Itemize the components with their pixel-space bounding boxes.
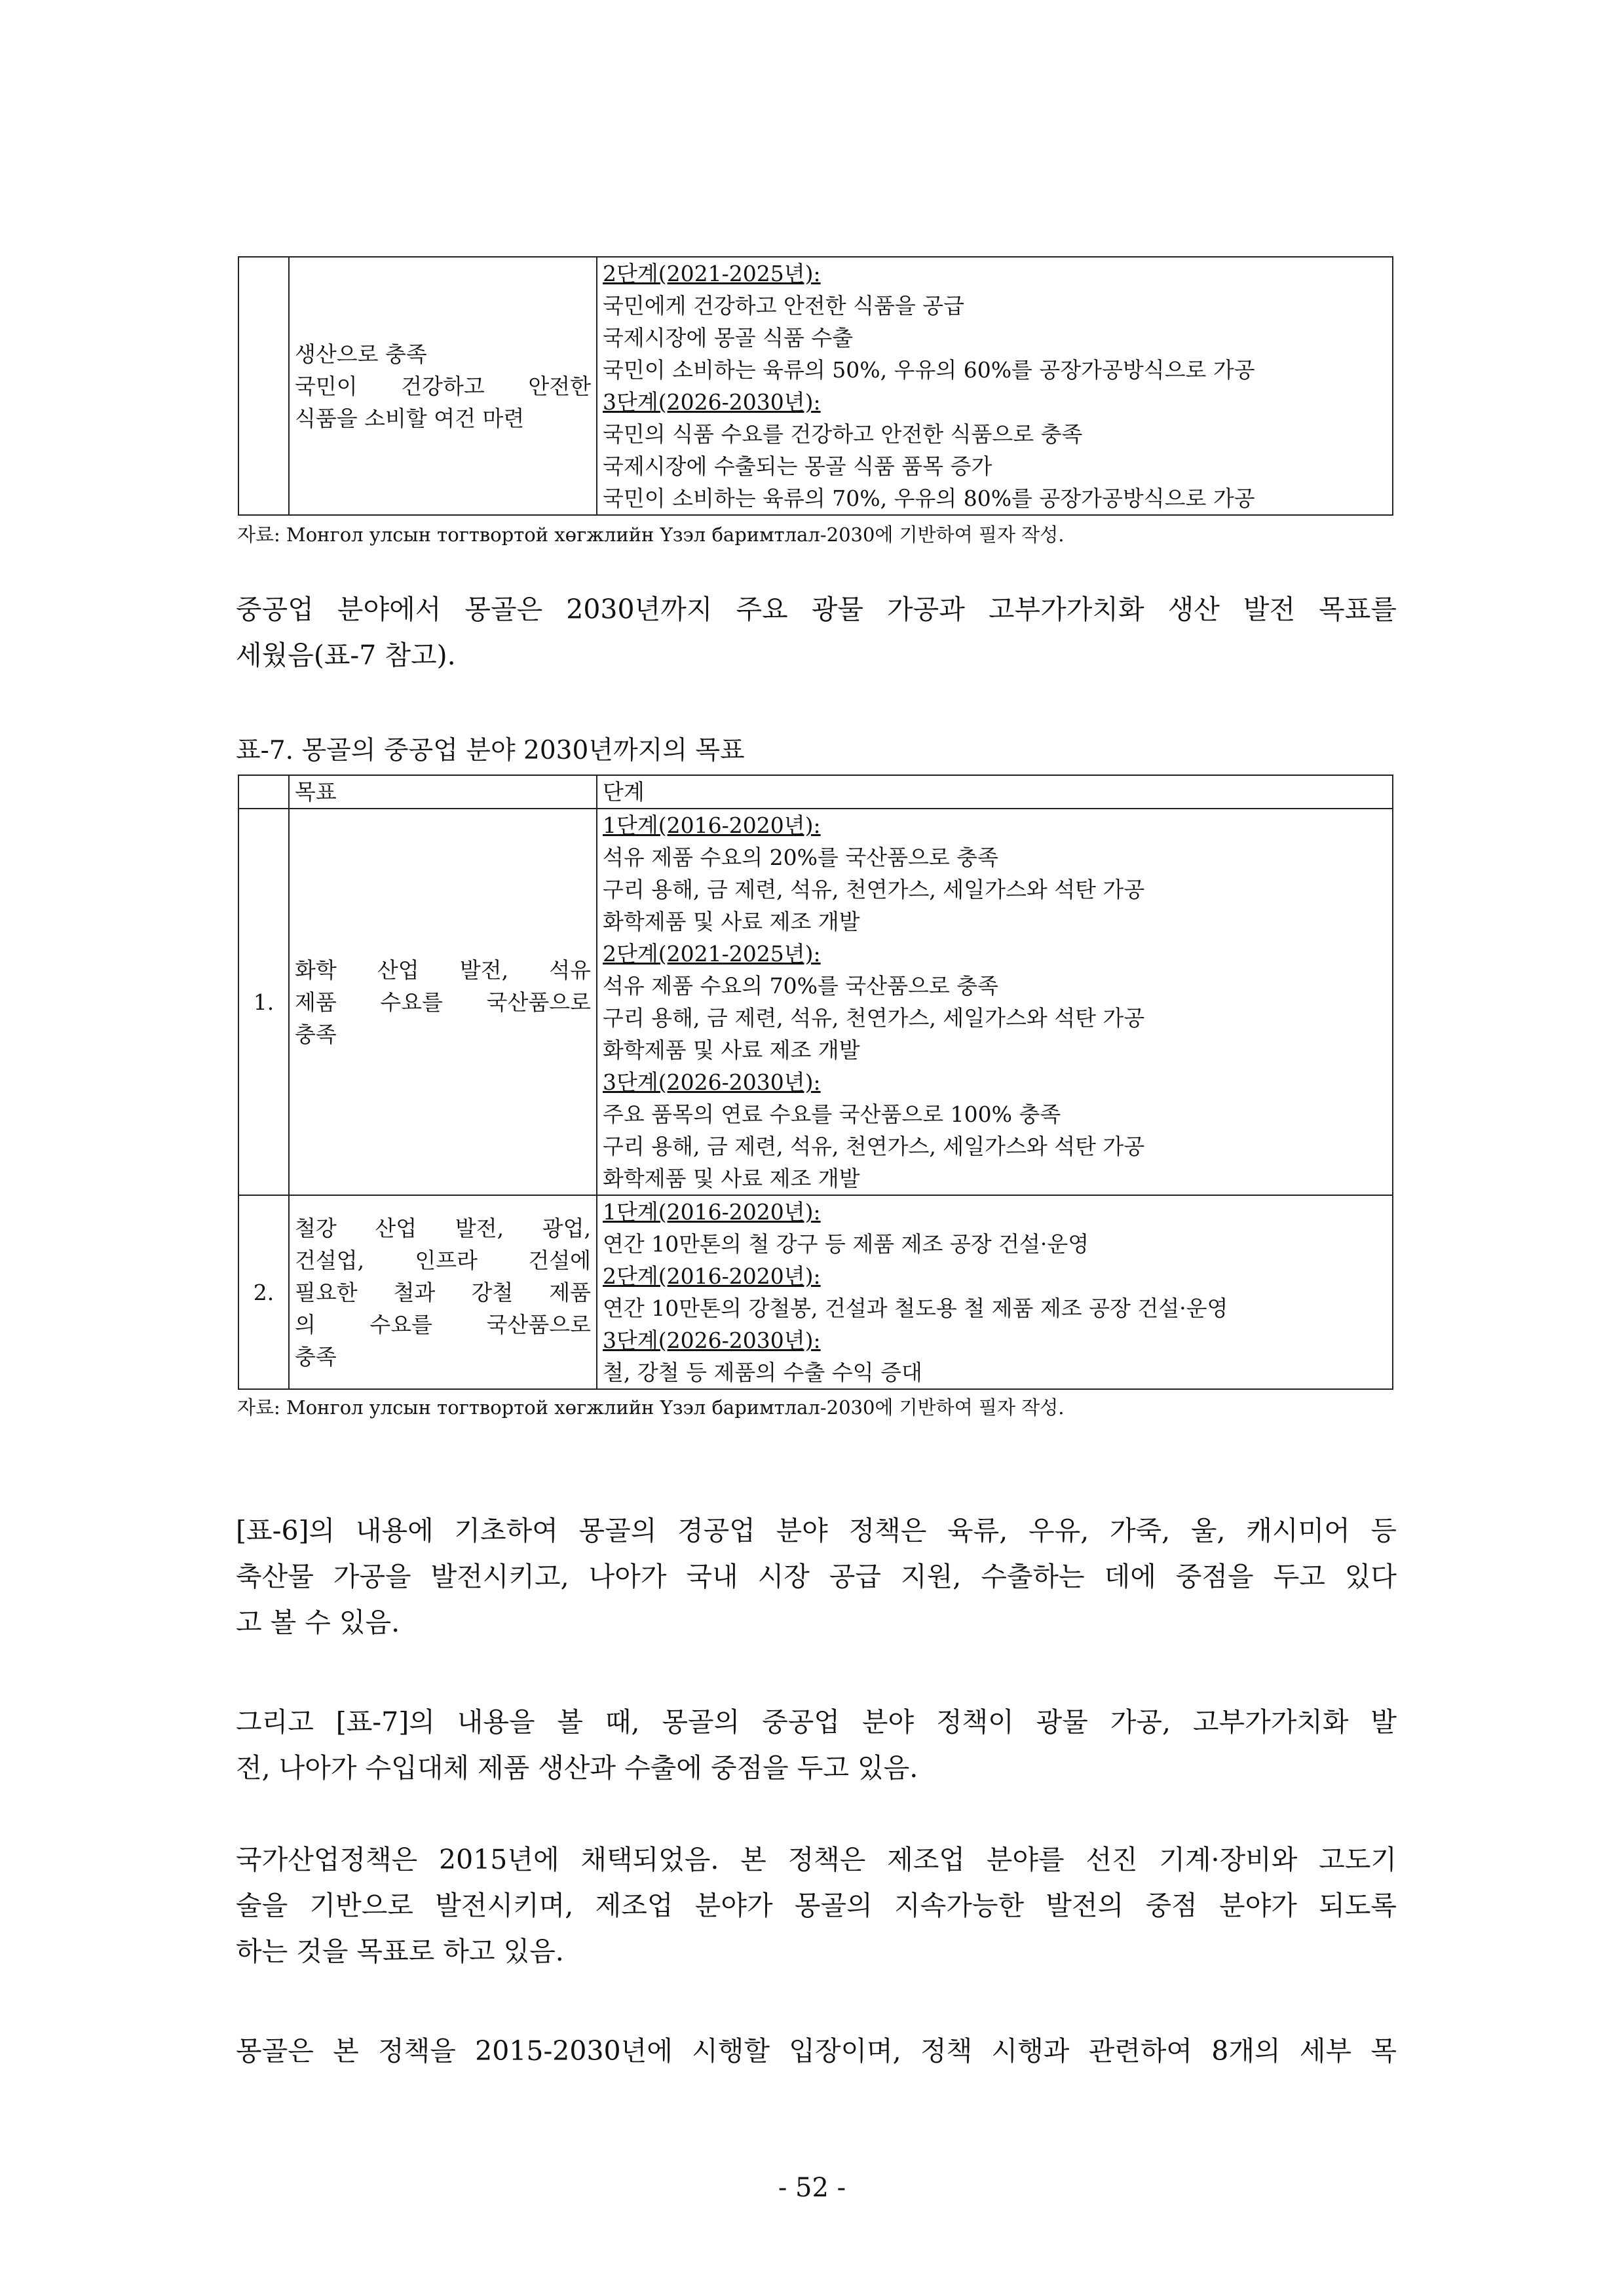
paragraph-line: 전, 나아가 수입대체 제품 생산과 수출에 중점을 두고 있음. [236,1752,918,1784]
stage-heading: 1단계(2016-2020년): [603,813,821,838]
table-7 [238,775,1393,1390]
header-cell-goal: 목표 [289,775,597,809]
paragraph-line: 하는 것을 목표로 하고 있음. [236,1936,564,1967]
stage-item: 화학제품 및 사료 제조 개발 [603,909,860,934]
stage-item: 연간 10만톤의 철 강구 등 제품 제조 공장 건설·운영 [603,1231,1089,1257]
paragraph-line: [표-6]의 내용에 기초하여 몽골의 경공업 분야 정책은 육류, 우유, 가죽, 울, 캐시미어 등 [236,1515,1397,1546]
paragraph-heavy-industry-intro [236,586,1397,678]
stage-item: 국제시장에 몽골 식품 수출 [603,325,854,351]
page-number: - 52 - [778,2173,846,2203]
paragraph-line: 국가산업정책은 2015년에 채택되었음. 본 정책은 제조업 분야를 선진 기계·장비와 고도기 [236,1844,1397,1875]
goal-line: 식품을 소비할 여건 마련 [295,405,525,431]
stage-item: 구리 용해, 금 제련, 석유, 천연가스, 세일가스와 석탄 가공 [603,1005,1145,1031]
goal-line: 충족 [295,1021,337,1047]
stage-heading: 2단계(2016-2020년): [603,1263,821,1289]
table-cell-stages [597,257,1393,515]
table-row [238,1195,1393,1389]
table-7-caption: 표-7. 몽골의 중공업 분야 2030년까지의 목표 [236,736,745,765]
header-cell-num [238,775,289,809]
stage-heading: 2단계(2021-2025년): [603,941,821,966]
paragraph-national-industry-policy [236,1837,1397,1974]
table-header-row [238,775,1393,809]
header-cell-stage: 단계 [597,775,1393,809]
goal-line: 철강 산업 발전, 광업, [295,1215,591,1241]
goal-line: 충족 [295,1343,337,1369]
stage-item: 연간 10만톤의 강철봉, 건설과 철도용 철 제품 제조 공장 건설·운영 [603,1295,1228,1321]
paragraph-line: 세웠음(표-7 참고). [236,640,456,671]
stage-heading: 3단계(2026-2030년): [603,1069,821,1095]
table-cell-goal [289,809,597,1195]
goal-line: 국민이 건강하고 안전한 [295,373,591,399]
paragraph-line: 축산물 가공을 발전시키고, 나아가 국내 시장 공급 지원, 수출하는 데에 중점을 두고 있다 [236,1561,1397,1592]
table-cell-stages [597,1195,1393,1389]
goal-line: 건설업, 인프라 건설에 [295,1247,591,1273]
paragraph-line: 몽골은 본 정책을 2015-2030년에 시행할 입장이며, 정책 시행과 관련하여 8개의 세부 목 [236,2035,1397,2067]
table-6-continued [238,256,1393,516]
stage-item: 화학제품 및 사료 제조 개발 [603,1037,860,1063]
paragraph-line: 고 볼 수 있음. [236,1607,400,1638]
goal-line: 필요한 철과 강철 제품 [295,1279,591,1305]
stage-item: 주요 품목의 연료 수요를 국산품으로 100% 충족 [603,1101,1061,1127]
table-cell-stages [597,809,1393,1195]
stage-heading: 3단계(2026-2030년): [603,1328,821,1353]
paragraph-policy-implementation [236,2028,1397,2074]
table-cell-goal [289,1195,597,1389]
stage-item: 국민의 식품 수요를 건강하고 안전한 식품으로 충족 [603,421,1083,447]
stage-heading: 1단계(2016-2020년): [603,1199,821,1225]
table-cell-goal [289,257,597,515]
goal-line: 제품 수요를 국산품으로 [295,989,591,1015]
stage-item: 구리 용해, 금 제련, 석유, 천연가스, 세일가스와 석탄 가공 [603,877,1145,902]
table-7-source: 자료: Монгол улсын тогтвортой хөгжлийн Үзэл баримтлал-2030에 기반하여 필자 작성. [237,1396,1065,1419]
table-6-source: 자료: Монгол улсын тогтвортой хөгжлийн Үзэл баримтлал-2030에 기반하여 필자 작성. [237,524,1065,546]
paragraph-heavy-industry-policy [236,1699,1397,1791]
stage-item: 화학제품 및 사료 제조 개발 [603,1166,860,1191]
stage-item: 철, 강철 등 제품의 수출 수익 증대 [603,1360,922,1385]
stage-item: 석유 제품 수요의 70%를 국산품으로 충족 [603,973,998,999]
table-row [238,809,1393,1195]
stage-item: 국제시장에 수출되는 몽골 식품 품목 증가 [603,453,992,479]
stage-item: 국민이 소비하는 육류의 70%, 우유의 80%를 공장가공방식으로 가공 [603,486,1255,511]
stage-item: 국민에게 건강하고 안전한 식품을 공급 [603,293,965,318]
paragraph-line: 술을 기반으로 발전시키며, 제조업 분야가 몽골의 지속가능한 발전의 중점 분야가 되도록 [236,1890,1397,1921]
goal-line: 생산으로 충족 [295,341,427,367]
paragraph-line: 그리고 [표-7]의 내용을 볼 때, 몽골의 중공업 분야 정책이 광물 가공, 고부가가치화 발 [236,1706,1397,1738]
goal-line: 의 수요를 국산품으로 [295,1311,591,1337]
table-cell-num: 1. [238,809,289,1195]
stage-heading: 3단계(2026-2030년): [603,389,821,415]
goal-line: 화학 산업 발전, 석유 [295,957,591,983]
table-row [238,257,1393,515]
stage-item: 국민이 소비하는 육류의 50%, 우유의 60%를 공장가공방식으로 가공 [603,357,1255,383]
paragraph-light-industry [236,1508,1397,1645]
stage-item: 석유 제품 수요의 20%를 국산품으로 충족 [603,845,998,870]
table-cell-num [238,257,289,515]
paragraph-line: 중공업 분야에서 몽골은 2030년까지 주요 광물 가공과 고부가가치화 생산 발전 목표를 [236,594,1397,625]
stage-heading: 2단계(2021-2025년): [603,261,821,286]
stage-item: 구리 용해, 금 제련, 석유, 천연가스, 세일가스와 석탄 가공 [603,1134,1145,1159]
table-cell-num: 2. [238,1195,289,1389]
